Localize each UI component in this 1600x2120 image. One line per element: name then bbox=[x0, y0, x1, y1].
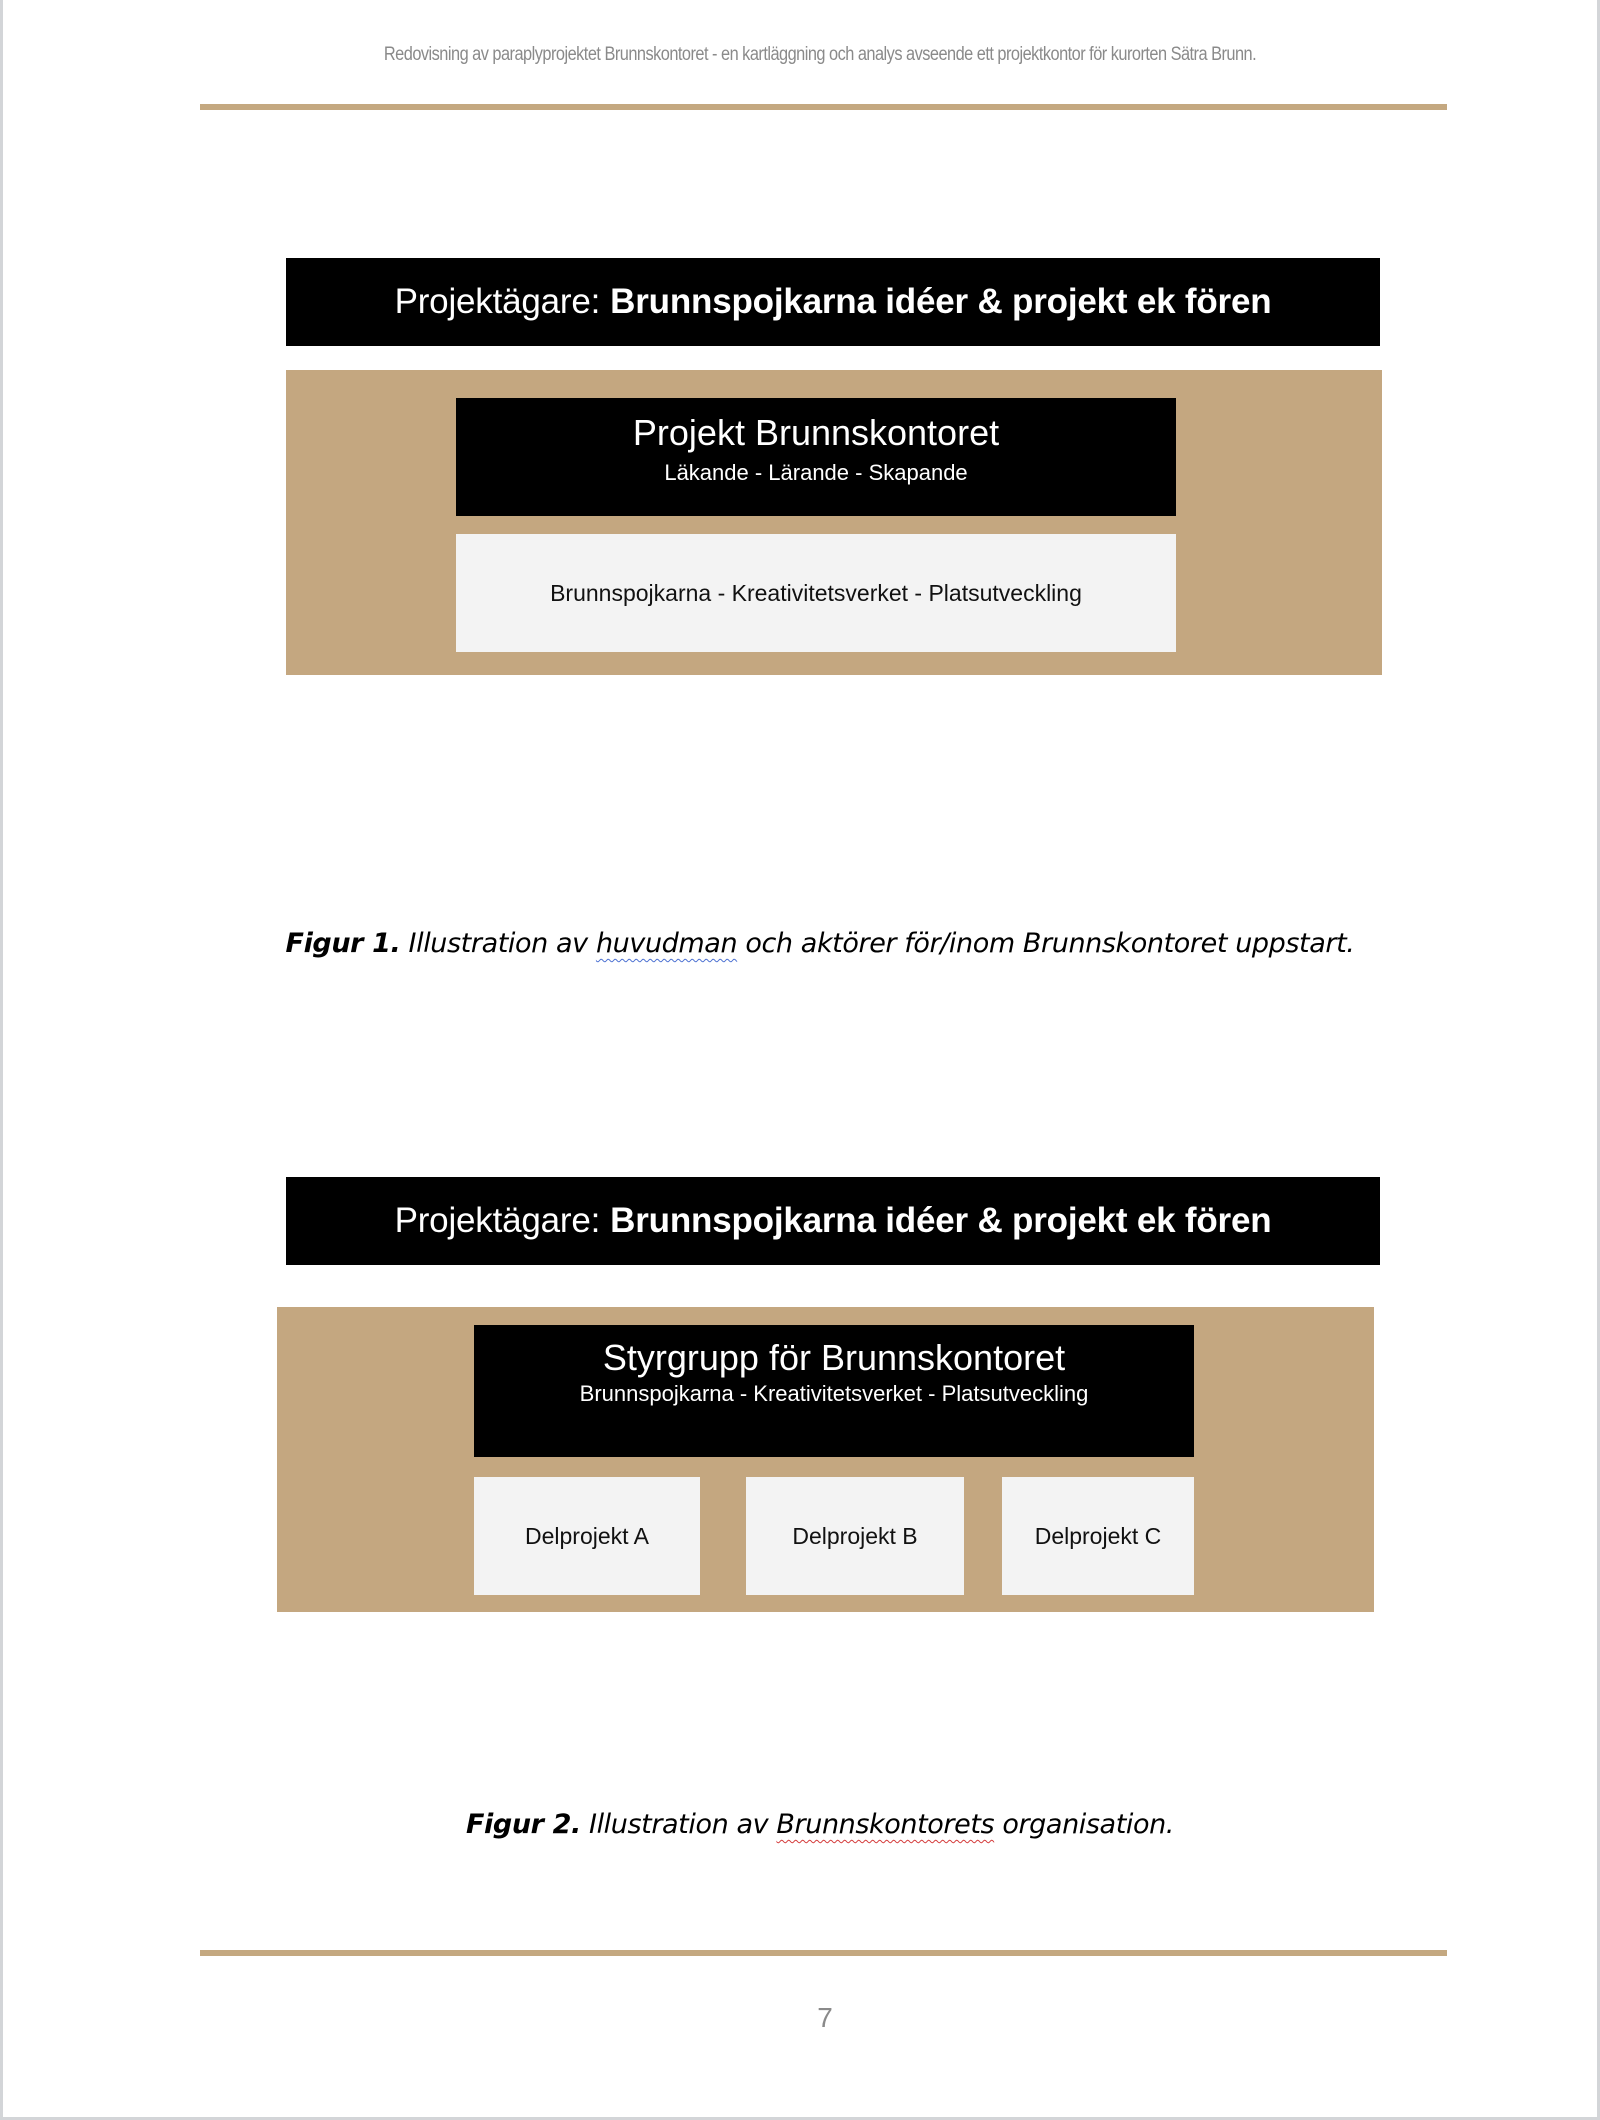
fig1-project-title: Projekt Brunnskontoret bbox=[632, 412, 1000, 453]
fig1-caption-flagged-word[interactable]: huvudman bbox=[595, 928, 738, 959]
fig2-caption-after: organisation. bbox=[1002, 1809, 1174, 1840]
fig1-owner-name: Brunnspojkarna idéer & projekt ek fören bbox=[610, 282, 1272, 321]
fig1-caption-after: och aktörer för/inom Brunnskontoret uppstart. bbox=[745, 928, 1355, 959]
fig2-steering-box bbox=[474, 1325, 1194, 1457]
fig2-owner-bar bbox=[286, 1177, 1380, 1265]
fig2-steering-members: Brunnspojkarna - Kreativitetsverket - Platsutveckling bbox=[579, 1381, 1089, 1406]
footer-rule bbox=[200, 1950, 1447, 1956]
page-number: 7 bbox=[817, 2002, 833, 2033]
fig1-partners-text: Brunnspojkarna - Kreativitetsverket - Platsutveckling bbox=[550, 579, 1082, 606]
fig2-subproject-b bbox=[746, 1477, 964, 1595]
fig2-owner-prefix: Projektägare: bbox=[394, 1201, 601, 1240]
fig1-owner-bar bbox=[286, 258, 1380, 346]
fig1-partners-box bbox=[456, 534, 1176, 652]
header-rule bbox=[200, 104, 1447, 110]
fig1-project-tagline: Läkande - Lärande - Skapande bbox=[664, 460, 968, 485]
fig2-caption-before: Illustration av bbox=[589, 1809, 769, 1840]
fig2-caption-label: Figur 2. bbox=[466, 1809, 581, 1840]
fig1-project-box bbox=[456, 398, 1176, 516]
fig1-caption bbox=[0, 928, 1600, 959]
fig2-subproject-c-label: Delprojekt C bbox=[1034, 1522, 1162, 1549]
fig1-caption-label: Figur 1. bbox=[285, 928, 401, 959]
fig1-caption-before: Illustration av bbox=[408, 928, 588, 959]
fig2-owner-name: Brunnspojkarna idéer & projekt ek fören bbox=[610, 1201, 1272, 1240]
fig2-subproject-b-label: Delprojekt B bbox=[792, 1522, 918, 1549]
running-header: Redovisning av paraplyprojektet Brunnskontoret - en kartläggning och analys avseende ett projektkontor för kurorten Sätra Brunn. bbox=[383, 44, 1257, 65]
fig2-subproject-a-label: Delprojekt A bbox=[524, 1522, 649, 1549]
fig2-steering-title: Styrgrupp för Brunnskontoret bbox=[602, 1337, 1066, 1378]
fig2-subproject-c bbox=[1002, 1477, 1194, 1595]
fig1-owner-prefix: Projektägare: bbox=[394, 282, 601, 321]
fig2-subproject-a bbox=[474, 1477, 700, 1595]
fig2-caption-flagged-word[interactable]: Brunnskontorets bbox=[776, 1809, 995, 1840]
fig2-caption bbox=[0, 1809, 1600, 1840]
